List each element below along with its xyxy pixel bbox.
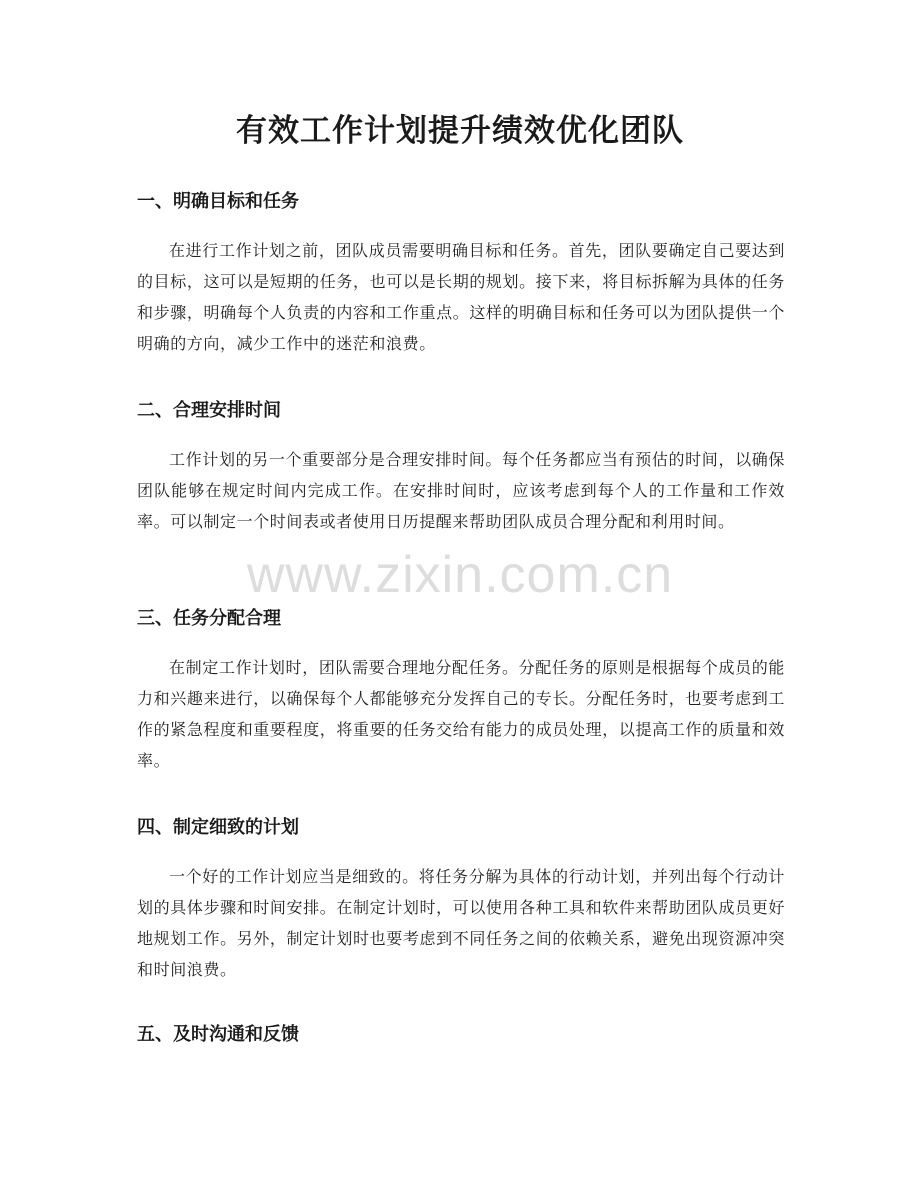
document-title: 有效工作计划提升绩效优化团队	[236, 113, 684, 149]
watermark: www.zixin.com.cn	[246, 546, 674, 604]
section-heading-4: 四、制定细致的计划	[137, 817, 299, 838]
section-heading-5: 五、及时沟通和反馈	[137, 1024, 299, 1045]
section-body-2: 工作计划的另一个重要部分是合理安排时间。每个任务都应当有预估的时间，以确保团队能够在规定时间内完成工作。在安排时间时，应该考虑到每个人的工作量和工作效率。可以制定一个时间表或者使用日历提醒来帮助团队成员合理分配和利用时间。	[137, 450, 785, 531]
section-heading-1: 一、明确目标和任务	[137, 191, 299, 212]
section-body-4: 一个好的工作计划应当是细致的。将任务分解为具体的行动计划，并列出每个行动计划的具体步骤和时间安排。在制定计划时，可以使用各种工具和软件来帮助团队成员更好地规划工作。另外，制定计划时也要考虑到不同任务之间的依赖关系，避免出现资源冲突和时间浪费。	[137, 867, 785, 979]
section-body-3: 在制定工作计划时，团队需要合理地分配任务。分配任务的原则是根据每个成员的能力和兴趣来进行，以确保每个人都能够充分发挥自己的专长。分配任务时，也要考虑到工作的紧急程度和重要程度，将重要的任务交给有能力的成员处理，以提高工作的质量和效率。	[137, 658, 785, 770]
section-heading-2: 二、合理安排时间	[137, 400, 281, 421]
section-body-1: 在进行工作计划之前，团队成员需要明确目标和任务。首先，团队要确定自己要达到的目标，这可以是短期的任务，也可以是长期的规划。接下来，将目标拆解为具体的任务和步骤，明确每个人负责的内容和工作重点。这样的明确目标和任务可以为团队提供一个明确的方向，减少工作中的迷茫和浪费。	[137, 241, 785, 353]
section-heading-3: 三、任务分配合理	[137, 608, 281, 629]
